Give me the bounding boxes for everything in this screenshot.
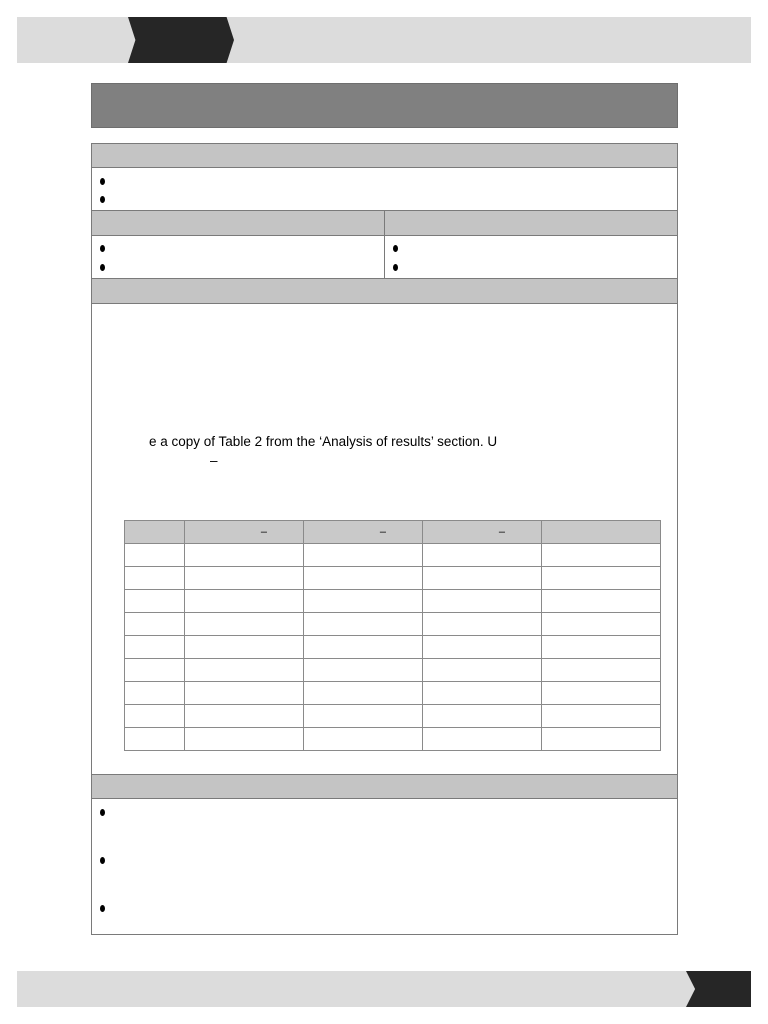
table-cell <box>185 544 304 567</box>
header-band <box>17 17 751 63</box>
bullet-icon <box>393 264 398 271</box>
table-cell <box>304 659 423 682</box>
left-column-header <box>91 210 385 236</box>
bullet-icon <box>100 264 105 271</box>
table-cell <box>304 636 423 659</box>
table-cell <box>542 728 661 751</box>
right-column-header <box>384 210 678 236</box>
bullet-icon <box>393 245 398 252</box>
footer-page-tab <box>686 971 751 1007</box>
results-table <box>124 520 661 751</box>
table-header-cell: – <box>423 521 542 544</box>
table-row <box>125 590 661 613</box>
bullet-icon <box>100 245 105 252</box>
table-cell <box>423 590 542 613</box>
bullet-icon <box>100 857 105 864</box>
table-cell <box>542 682 661 705</box>
table-cell <box>125 544 185 567</box>
table-cell <box>423 613 542 636</box>
table-cell <box>304 544 423 567</box>
table-row <box>125 567 661 590</box>
table-cell <box>185 590 304 613</box>
table-cell <box>423 636 542 659</box>
table-row <box>125 636 661 659</box>
table-cell <box>423 682 542 705</box>
table-cell <box>185 567 304 590</box>
table-cell <box>304 682 423 705</box>
table-cell <box>542 544 661 567</box>
table-cell <box>542 590 661 613</box>
table-cell <box>125 728 185 751</box>
table-cell <box>185 728 304 751</box>
table-row <box>125 544 661 567</box>
table-cell <box>125 705 185 728</box>
table-cell <box>125 682 185 705</box>
table-cell <box>185 636 304 659</box>
table-cell <box>423 659 542 682</box>
bullet-icon <box>100 196 105 203</box>
table-cell <box>304 590 423 613</box>
table-header-cell <box>125 521 185 544</box>
section-objectives-header <box>91 143 678 168</box>
table-cell <box>542 613 661 636</box>
table-cell <box>542 659 661 682</box>
footer-band <box>17 971 751 1007</box>
bullet-icon <box>100 178 105 185</box>
table-header-row <box>125 521 661 544</box>
table-cell <box>125 590 185 613</box>
table-cell <box>185 682 304 705</box>
table-cell <box>542 567 661 590</box>
table-row <box>125 705 661 728</box>
table-cell <box>304 567 423 590</box>
table-cell <box>542 636 661 659</box>
table-row <box>125 613 661 636</box>
table-cell <box>423 544 542 567</box>
table-cell <box>304 613 423 636</box>
table-cell <box>125 659 185 682</box>
section-conclusions-header <box>91 774 678 799</box>
table-cell <box>125 613 185 636</box>
table-cell <box>125 636 185 659</box>
table-cell <box>185 613 304 636</box>
table-row <box>125 728 661 751</box>
header-arrow-tab <box>128 17 234 63</box>
instruction-text: e a copy of Table 2 from the ‘Analysis of results’ section. U <box>149 434 498 449</box>
table-cell <box>125 567 185 590</box>
bullet-icon <box>100 809 105 816</box>
bullet-icon <box>100 905 105 912</box>
title-band <box>91 83 678 128</box>
table-cell <box>423 728 542 751</box>
table-header-cell: – <box>304 521 423 544</box>
table-cell <box>185 705 304 728</box>
table-cell <box>542 705 661 728</box>
table-header-cell <box>542 521 661 544</box>
table-cell <box>304 728 423 751</box>
table-header-cell: – <box>185 521 304 544</box>
table-cell <box>185 659 304 682</box>
section-results-header <box>91 278 678 304</box>
table-row <box>125 682 661 705</box>
instruction-dash: – <box>210 453 218 468</box>
column-divider <box>384 210 385 278</box>
table-cell <box>304 705 423 728</box>
table-cell <box>423 705 542 728</box>
table-row <box>125 659 661 682</box>
table-cell <box>423 567 542 590</box>
